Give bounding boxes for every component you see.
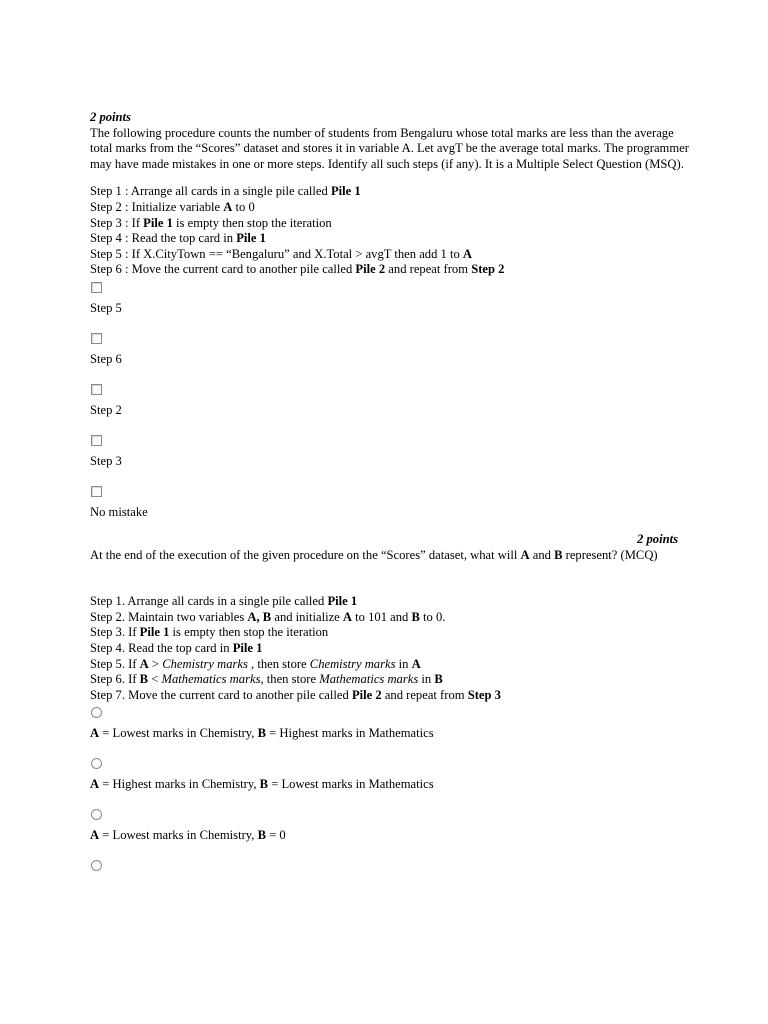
option[interactable] (90, 384, 690, 431)
question-prompt: At the end of the execution of the given procedure on the “Scores” dataset, what will A and B represent? (MCQ) (90, 547, 658, 562)
radio-button[interactable] (91, 707, 102, 718)
option[interactable] (90, 282, 690, 329)
procedure-step: Step 1. Arrange all cards in a single pile called Pile 1 (90, 594, 358, 609)
option-label: Step 6 (90, 351, 122, 366)
checkbox[interactable] (91, 384, 102, 395)
option-label: A = Lowest marks in Chemistry, B = 0 (90, 828, 286, 843)
option-label: Step 3 (90, 453, 122, 468)
question-points: 2 points (90, 110, 131, 124)
option-label: Step 5 (90, 300, 122, 315)
question-1 (90, 110, 690, 519)
option[interactable] (90, 435, 690, 482)
option-label: A = Lowest marks in Chemistry, B = Highest marks in Mathematics (90, 726, 434, 741)
radio-button[interactable] (91, 758, 102, 769)
procedure-step: Step 1 : Arrange all cards in a single pile called Pile 1 (90, 184, 361, 199)
checkbox[interactable] (91, 282, 102, 293)
option-label: A = Highest marks in Chemistry, B = Lowest marks in Mathematics (90, 777, 434, 792)
option[interactable] (90, 333, 690, 380)
checkbox[interactable] (91, 486, 102, 497)
option[interactable] (90, 860, 690, 871)
option[interactable] (90, 809, 690, 856)
question-prompt: The following procedure counts the number of students from Bengaluru whose total marks are less than the average total marks from the “Scores” dataset and stores it in variable A. Let avgT be the average total marks. The programmer may have made mistakes in one or more steps. Identify all such steps (if any). It is a Multiple Select Question (MSQ). (90, 125, 689, 171)
procedure-steps (90, 594, 690, 703)
procedure-step: Step 6 : Move the current card to another pile called Pile 2 and repeat from Step 2 (90, 262, 505, 277)
procedure-steps (90, 184, 690, 278)
checkbox[interactable] (91, 435, 102, 446)
procedure-step: Step 5. If A > Chemistry marks , then store Chemistry marks in A (90, 656, 421, 671)
procedure-step: Step 2 : Initialize variable A to 0 (90, 199, 255, 214)
option[interactable] (90, 707, 690, 754)
checkbox[interactable] (91, 333, 102, 344)
procedure-step: Step 3. If Pile 1 is empty then stop the iteration (90, 625, 329, 640)
procedure-step: Step 5 : If X.CityTown == “Bengaluru” and X.Total > avgT then add 1 to A (90, 246, 473, 261)
option-label: Step 2 (90, 402, 122, 417)
radio-button[interactable] (91, 860, 102, 871)
procedure-step: Step 3 : If Pile 1 is empty then stop the iteration (90, 215, 332, 230)
procedure-step: Step 4. Read the top card in Pile 1 (90, 640, 263, 655)
radio-button[interactable] (91, 809, 102, 820)
procedure-step: Step 6. If B < Mathematics marks, then store Mathematics marks in B (90, 672, 443, 687)
option-label: No mistake (90, 504, 148, 519)
question-points: 2 points (637, 531, 678, 546)
quiz-page (90, 110, 690, 871)
procedure-step: Step 4 : Read the top card in Pile 1 (90, 231, 266, 246)
procedure-step: Step 2. Maintain two variables A, B and initialize A to 101 and B to 0. (90, 609, 446, 624)
option[interactable] (90, 486, 690, 519)
option[interactable] (90, 758, 690, 805)
question-2 (90, 532, 690, 871)
procedure-step: Step 7. Move the current card to another pile called Pile 2 and repeat from Step 3 (90, 687, 501, 702)
